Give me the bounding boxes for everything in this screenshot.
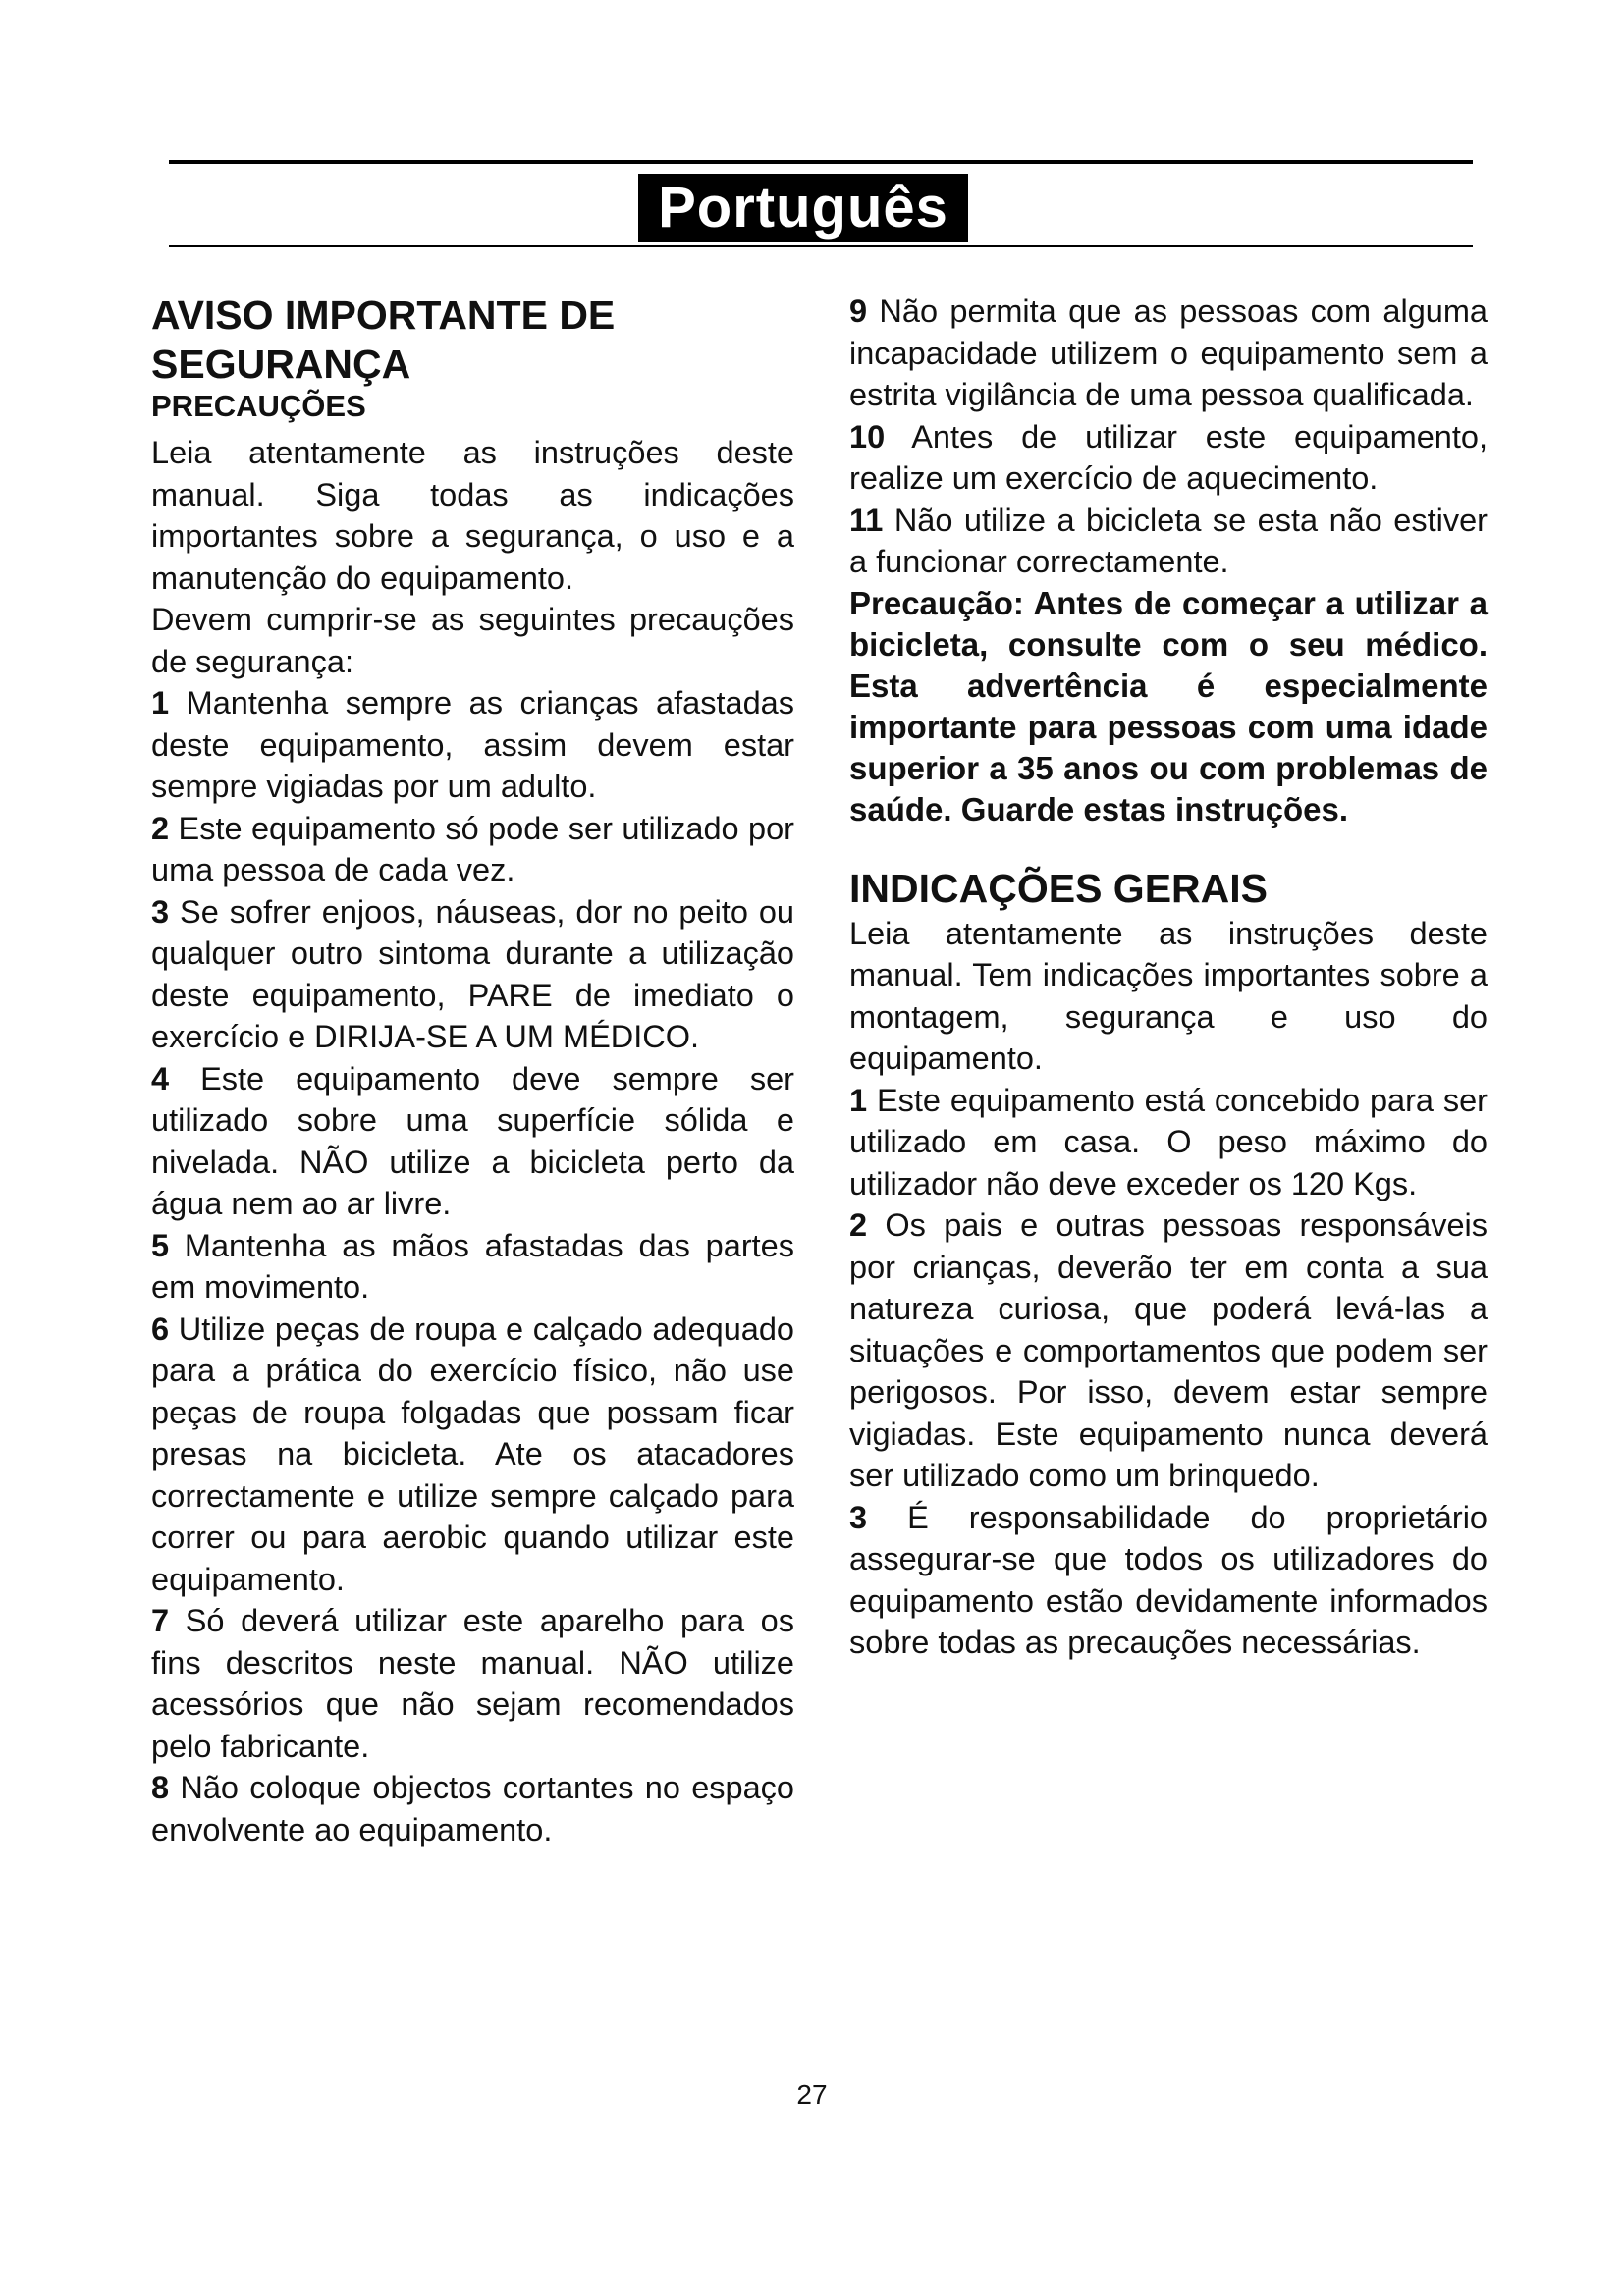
item-text: Os pais e outras pessoas responsáveis por crianças, deverão ter em conta a sua natureza curiosa, que poderá levá-las a situações e comportamentos que podem ser perigosos. Por isso, devem estar sempre vigiadas. Este equipamento nunca deverá ser utilizado como um brinquedo.: [849, 1207, 1489, 1493]
precaution-item: [849, 416, 1488, 500]
item-text: Só deverá utilizar este aparelho para os fins descritos neste manual. NÃO utilize acessórios que não sejam recomendados pelo fabricante.: [151, 1603, 794, 1764]
item-text: Utilize peças de roupa e calçado adequado para a prática do exercício físico, não use peças de roupa folgadas que possam ficar presas na bicicleta. Ate os atacadores correctamente e utilize sempre calçado para correr ou para aerobic quando utilizar este equipamento.: [151, 1310, 795, 1597]
item-text: Mantenha sempre as crianças afastadas deste equipamento, assim devem estar sempre vigiadas por um adulto.: [151, 685, 794, 804]
item-number: 1: [151, 685, 170, 721]
general-item: [849, 1204, 1488, 1497]
item-number: 9: [849, 294, 868, 329]
precaution-item: [151, 1308, 794, 1601]
intro-paragraph: Leia atentamente as instruções deste manual. Siga todas as indicações importantes sobre a segurança, o uso e a manutenção do equipamento.: [151, 435, 794, 596]
general-indications-title: INDICAÇÕES GERAIS: [849, 865, 1268, 911]
item-number: 4: [151, 1060, 170, 1096]
item-text: Mantenha as mãos afastadas das partes em movimento.: [151, 1227, 794, 1305]
item-text: Não utilize a bicicleta se esta não estiver a funcionar correctamente.: [849, 502, 1488, 579]
item-number: 2: [151, 810, 170, 846]
item-number: 1: [849, 1082, 868, 1118]
header-bottom-rule: [169, 245, 1473, 247]
item-number: 5: [151, 1227, 170, 1263]
right-column: [849, 291, 1488, 1664]
precaution-item: [151, 808, 794, 891]
precaution-item: [151, 1767, 794, 1850]
language-badge: Português: [638, 174, 968, 242]
header-top-rule: [169, 160, 1473, 164]
precaution-item: [151, 1058, 794, 1225]
precaution-item: [849, 291, 1488, 416]
item-text: Antes de utilizar este equipamento, realize um exercício de aquecimento.: [849, 418, 1488, 496]
general-intro-paragraph: Leia atentamente as instruções deste manual. Tem indicações importantes sobre a montagem, segurança e uso do equipamento.: [849, 915, 1488, 1076]
medical-warning: Precaução: Antes de começar a utilizar a bicicleta, consulte com o seu médico. Esta advertência é especialmente importante para pessoas com uma idade superior a 35 anos ou com problemas de saúde. Guarde estas instruções.: [849, 584, 1488, 828]
left-column: [151, 291, 794, 1850]
item-text: Este equipamento está concebido para ser utilizado em casa. O peso máximo do utilizador não deve exceder os 120 Kgs.: [849, 1082, 1489, 1201]
general-item: [849, 1497, 1488, 1664]
item-text: Se sofrer enjoos, náuseas, dor no peito ou qualquer outro sintoma durante a utilização deste equipamento, PARE de imediato o exercício e DIRIJA-SE A UM MÉDICO.: [151, 893, 794, 1054]
item-number: 6: [151, 1310, 170, 1347]
item-number: 11: [849, 502, 884, 538]
item-text: Este equipamento só pode ser utilizado por uma pessoa de cada vez.: [151, 810, 795, 887]
precaution-item: [151, 891, 794, 1058]
precaution-item: [151, 682, 794, 808]
item-number: 3: [151, 893, 170, 930]
item-text: Este equipamento deve sempre ser utilizado sobre uma superfície sólida e nivelada. NÃO utilize a bicicleta perto da água nem ao ar livre.: [151, 1060, 794, 1221]
item-number: 7: [151, 1603, 170, 1638]
item-number: 8: [151, 1770, 170, 1805]
item-text: É responsabilidade do proprietário assegurar-se que todos os utilizadores do equipamento estão devidamente informados sobre todas as precauções necessárias.: [849, 1499, 1488, 1660]
safety-title: AVISO IMPORTANTE DE SEGURANÇA: [151, 293, 616, 387]
precaution-item: [151, 1225, 794, 1308]
precaution-item: [849, 500, 1488, 583]
precautions-subtitle: PRECAUÇÕES: [151, 389, 366, 423]
intro-paragraph-2: Devem cumprir-se as seguintes precauções de segurança:: [151, 602, 794, 679]
precaution-item: [151, 1600, 794, 1767]
item-number: 2: [849, 1207, 868, 1243]
item-text: Não permita que as pessoas com alguma incapacidade utilizem o equipamento sem a estrita vigilância de uma pessoa qualificada.: [849, 294, 1489, 412]
section-spacer: [849, 830, 1488, 864]
item-number: 10: [849, 418, 886, 454]
general-item: [849, 1080, 1488, 1205]
item-text: Não coloque objectos cortantes no espaço envolvente ao equipamento.: [151, 1770, 794, 1847]
page-number: 27: [796, 2079, 828, 2109]
item-number: 3: [849, 1499, 868, 1535]
